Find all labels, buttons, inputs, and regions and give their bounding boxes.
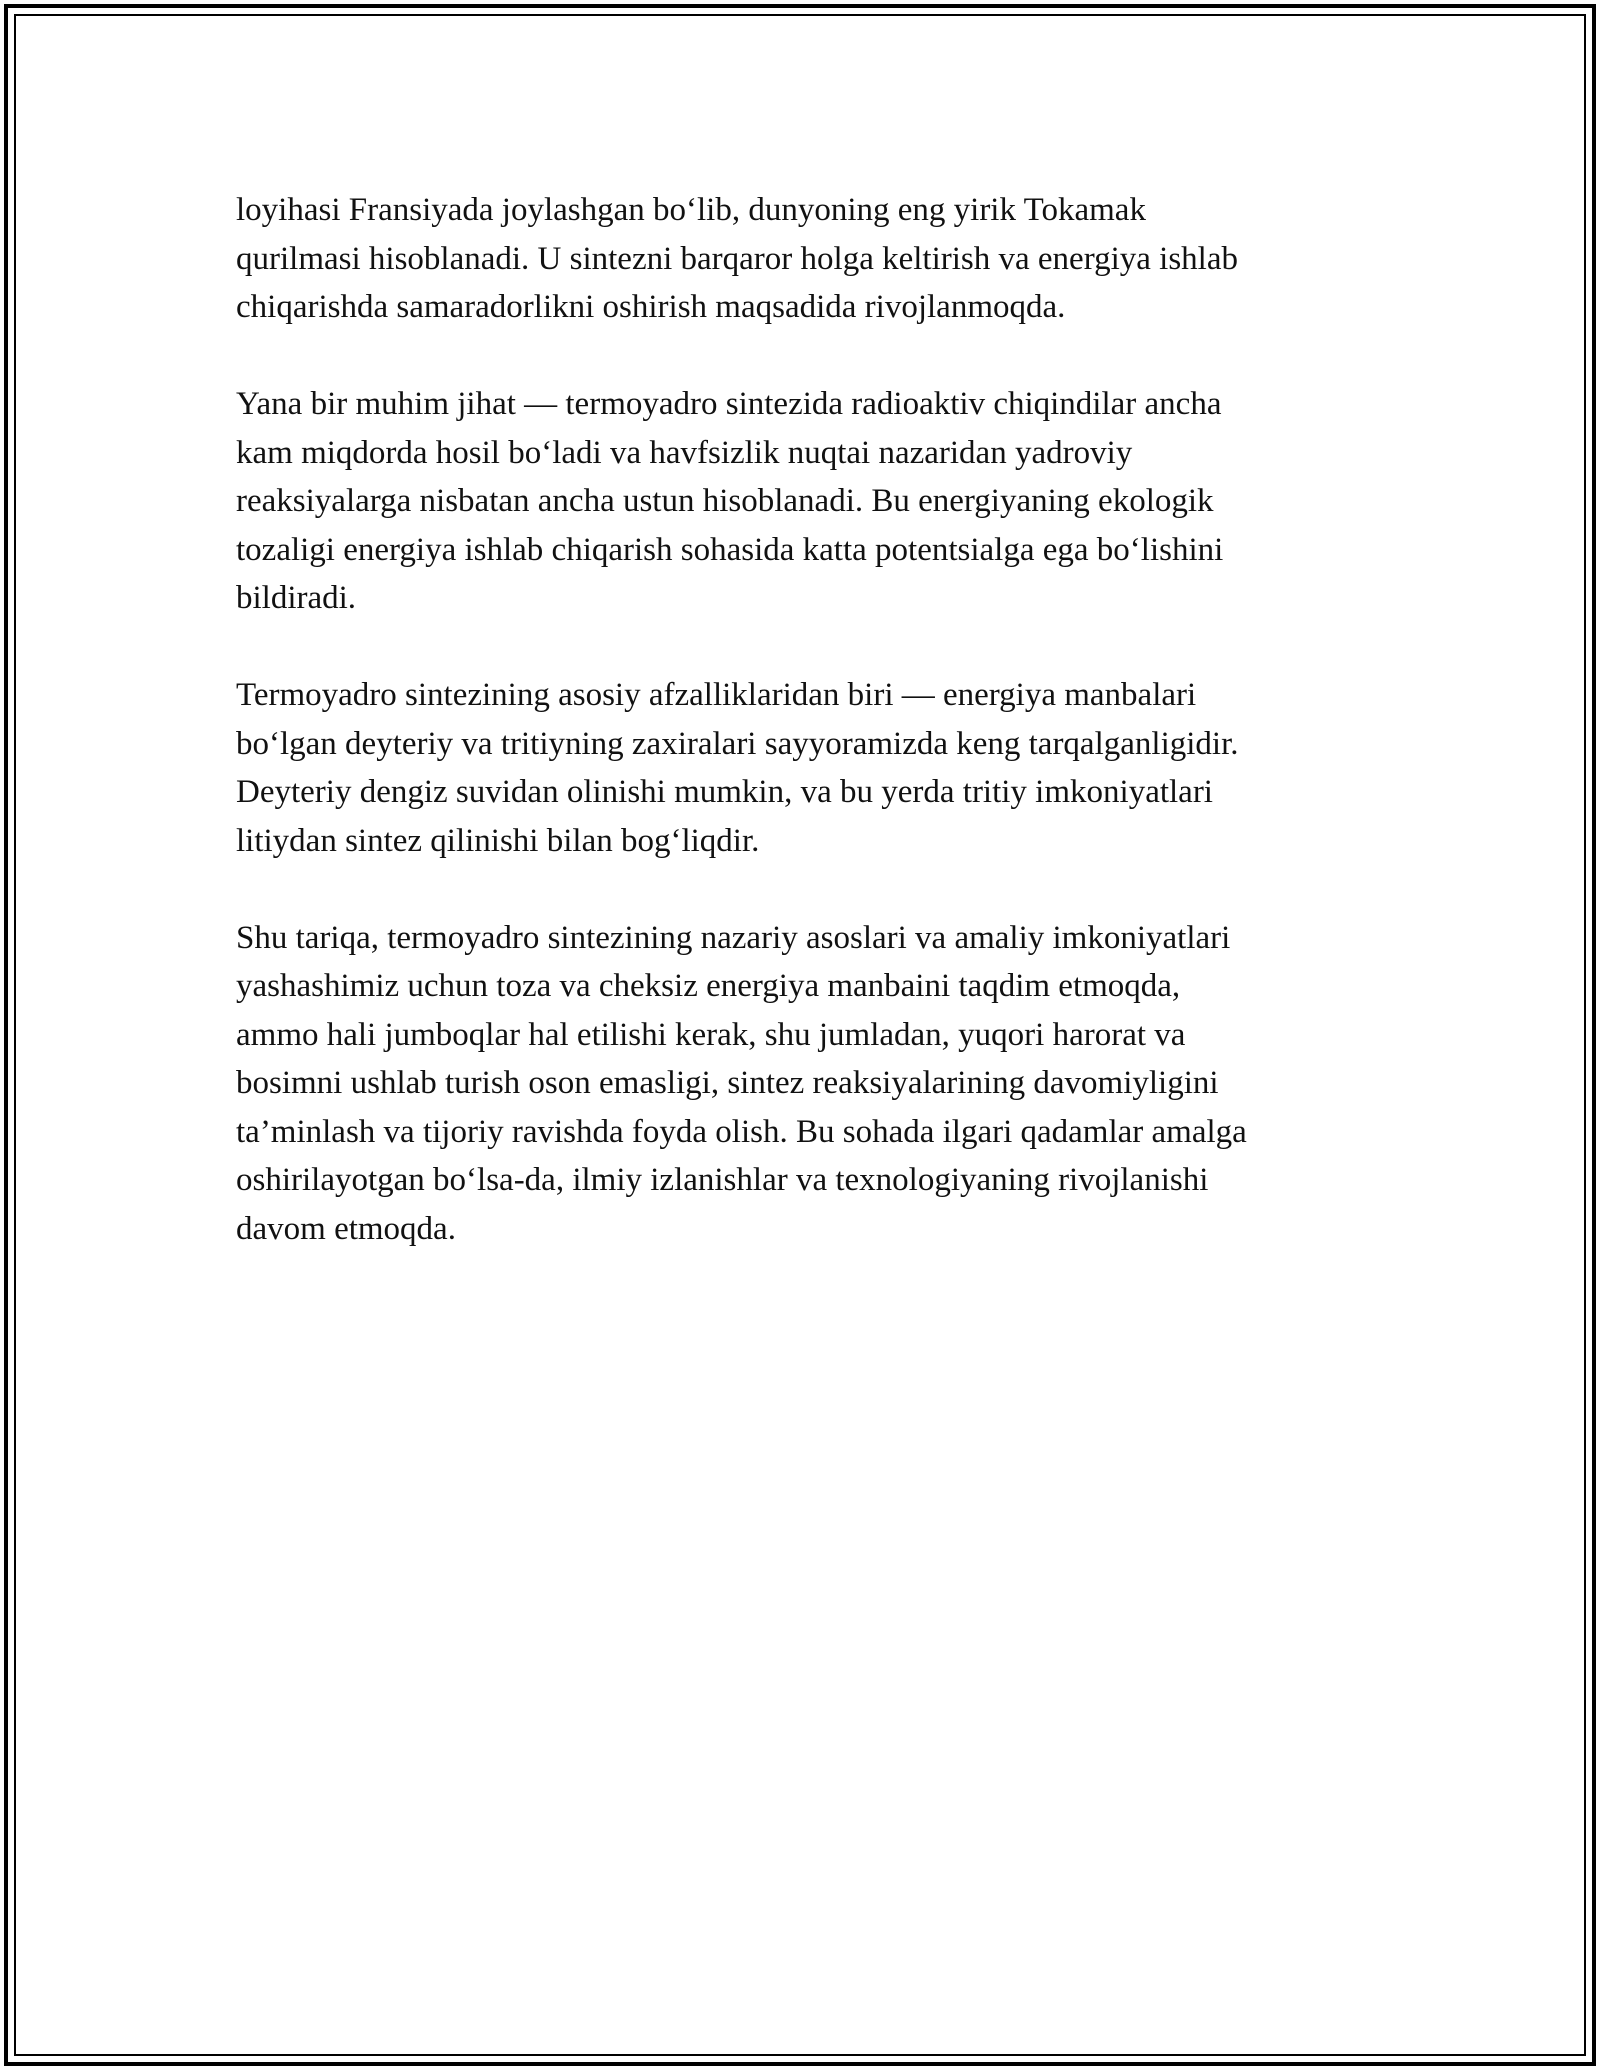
- text-line: bildiradi.: [236, 580, 357, 616]
- text-line: bosimni ushlab turish oson emasligi, sintez reaksiyalarining davomiyligini: [236, 1065, 1219, 1101]
- paragraph-fuel-resources: [236, 671, 1376, 865]
- text-line: litiydan sintez qilinishi bilan bog‘liqdir.: [236, 822, 760, 859]
- text-line: ta’minlash va tijoriy ravishda foyda olish. Bu sohada ilgari qadamlar amalga: [236, 1113, 1247, 1150]
- text-line: reaksiyalarga nisbatan ancha ustun hisoblanadi. Bu energiyaning ekologik: [236, 483, 1214, 519]
- text-line: ammo hali jumboqlar hal etilishi kerak, shu jumladan, yuqori harorat va: [236, 1016, 1186, 1053]
- text-line: davom etmoqda.: [236, 1210, 456, 1247]
- paragraph-iter-project: [236, 186, 1376, 332]
- text-line: qurilmasi hisoblanadi. U sintezni barqaror holga keltirish va energiya ishlab: [236, 240, 1238, 277]
- text-line: Termoyadro sintezining asosiy afzalliklaridan biri — energiya manbalari: [236, 677, 1197, 713]
- text-line: loyihasi Fransiyada joylashgan bo‘lib, dunyoning eng yirik Tokamak: [236, 192, 1146, 228]
- text-line: chiqarishda samaradorlikni oshirish maqsadida rivojlanmoqda.: [236, 289, 1066, 325]
- text-line: yashashimiz uchun toza va cheksiz energiya manbaini taqdim etmoqda,: [236, 968, 1181, 1004]
- text-line: oshirilayotgan bo‘lsa-da, ilmiy izlanishlar va texnologiyaning rivojlanishi: [236, 1162, 1209, 1198]
- text-line: Deyteriy dengiz suvidan olinishi mumkin, va bu yerda tritiy imkoniyatlari: [236, 774, 1213, 810]
- text-line: Yana bir muhim jihat — termoyadro sintezida radioaktiv chiqindilar ancha: [236, 386, 1222, 422]
- text-line: Shu tariqa, termoyadro sintezining nazariy asoslari va amaliy imkoniyatlari: [236, 919, 1231, 956]
- document-body: [236, 186, 1376, 1302]
- text-line: bo‘lgan deyteriy va tritiyning zaxiralari sayyoramizda keng tarqalganligidir.: [236, 725, 1239, 762]
- text-line: tozaligi energiya ishlab chiqarish sohasida katta potentsialga ega bo‘lishini: [236, 531, 1224, 568]
- paragraph-safety: [236, 380, 1376, 623]
- text-line: kam miqdorda hosil bo‘ladi va havfsizlik nuqtai nazaridan yadroviy: [236, 434, 1133, 471]
- paragraph-conclusion: [236, 914, 1376, 1254]
